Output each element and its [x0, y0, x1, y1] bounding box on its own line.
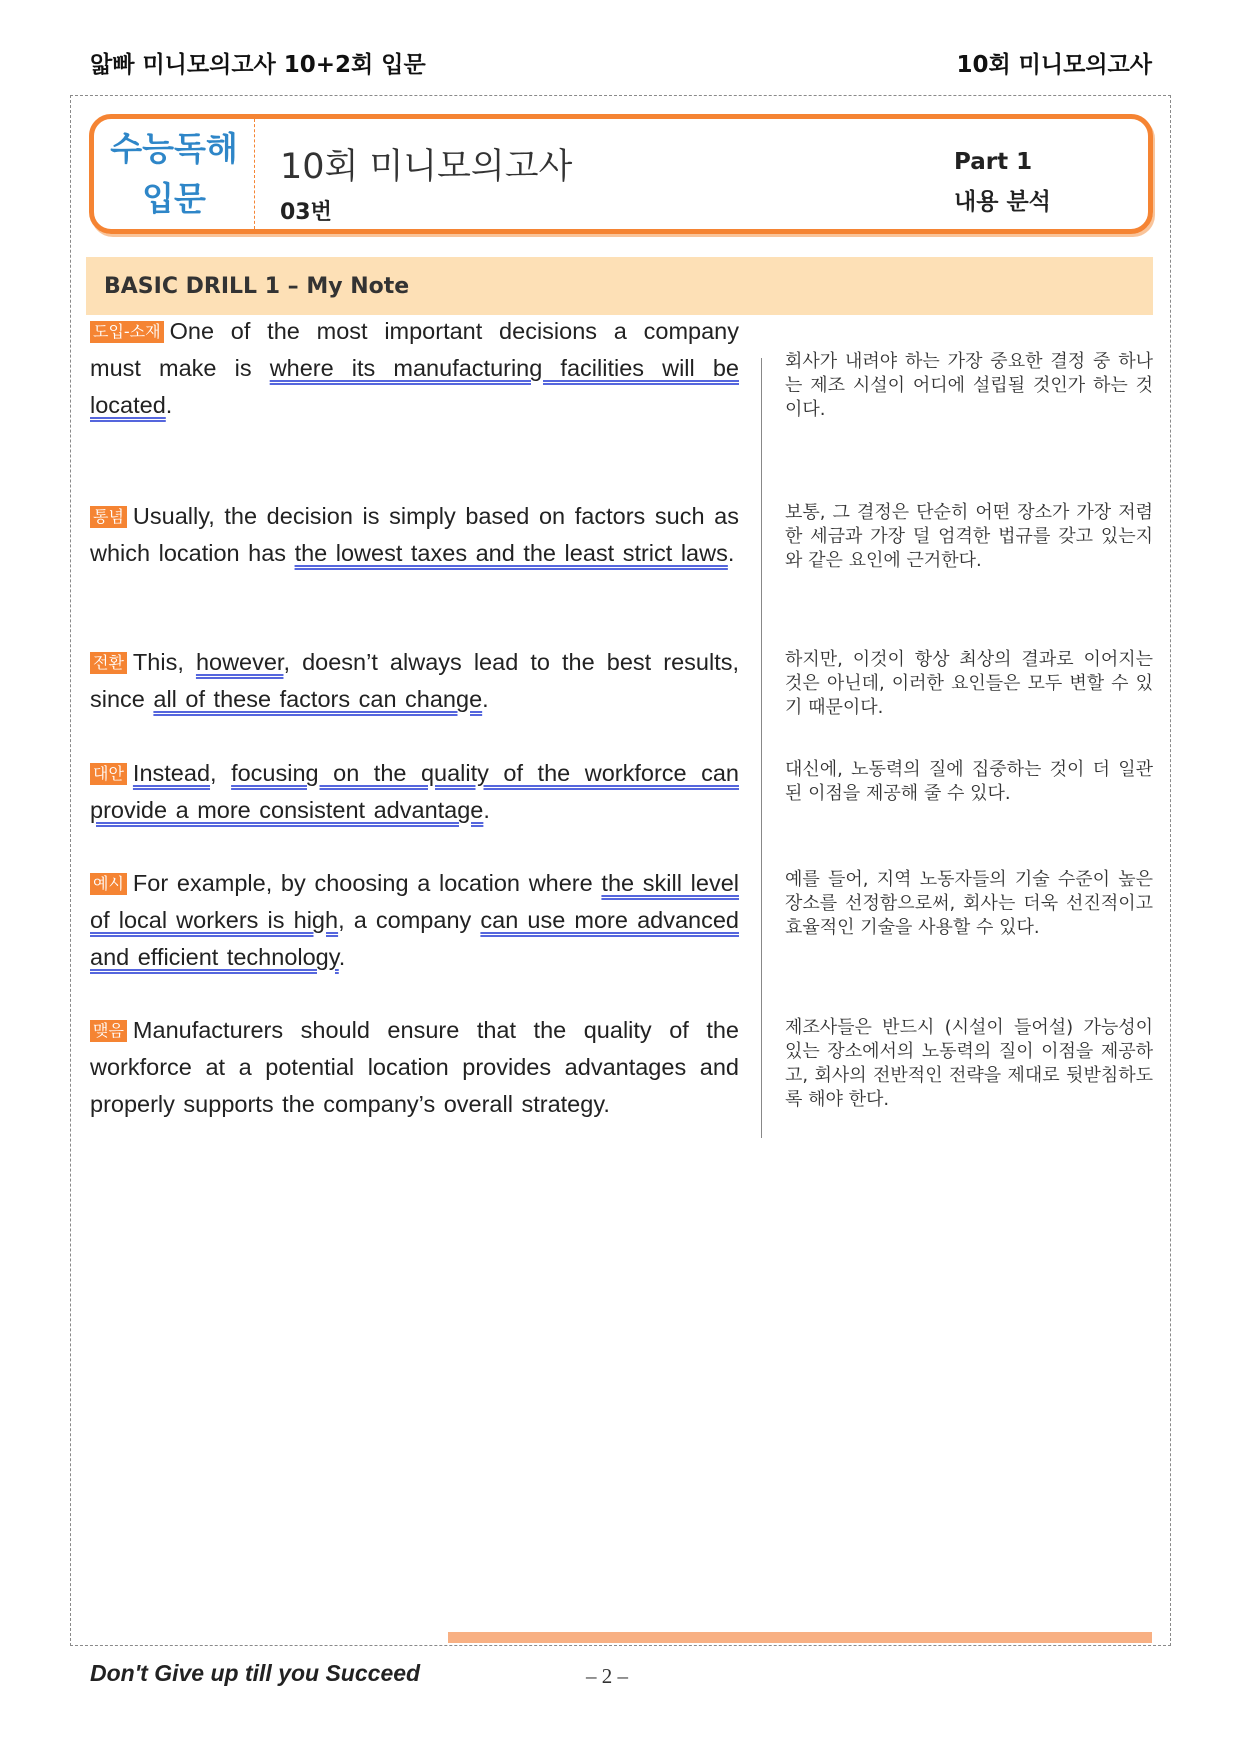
sentence-text: . [165, 392, 173, 418]
drill-heading [86, 257, 1153, 315]
footer-motto: Don't Give up till you Succeed [90, 1660, 421, 1686]
sentence-text: Usually, the decision is simply based on factors such as which location has [90, 503, 739, 566]
sentence-text: For example, by choosing a location where [132, 870, 602, 896]
page-number: – 2 – [586, 1664, 628, 1688]
underlined-phrase: where its manufacturing facilities will be located [90, 355, 739, 418]
english-sentence-3 [90, 644, 739, 718]
sentence-text: . [483, 797, 490, 823]
sentence-text: Manufacturers should ensure that the quality of the workforce at a potential location provides advantages and properly supports the company’s overall strategy. [90, 1017, 739, 1117]
korean-translation-6: 제조사들은 반드시 (시설이 들어설) 가능성이 있는 장소에서의 노동력의 질이 이점을 제공하고, 회사의 전반적인 전략을 제대로 뒷받침하도록 해야 한다. [785, 1017, 1153, 1110]
sentence-text: One of the most important decisions a company must make is [90, 318, 739, 381]
english-sentence-6 [90, 1012, 739, 1123]
drill-title: BASIC DRILL 1 – My Note [104, 273, 410, 299]
underlined-phrase: however [195, 649, 284, 675]
sentence-text: . [338, 944, 346, 970]
test-title: 10회 미니모의고사 [280, 147, 573, 187]
role-tag: 통념 [90, 506, 127, 528]
underlined-phrase: the skill level of local workers is high [90, 870, 739, 933]
role-tag: 전환 [90, 652, 127, 674]
underlined-phrase: the lowest taxes and the least strict laws [294, 540, 728, 566]
sentence-text: This, [132, 649, 196, 675]
sentence-text: . [727, 540, 735, 566]
sentence-text: , [210, 760, 232, 786]
underlined-phrase: all of these factors can change [153, 686, 483, 712]
role-tag: 대안 [90, 763, 127, 785]
english-sentence-2 [90, 498, 739, 572]
course-label-line1: 수능독해 [110, 129, 238, 168]
role-tag: 맺음 [90, 1020, 127, 1042]
sentence-text: , a company [338, 907, 481, 933]
part-label: Part 1 [954, 149, 1033, 175]
title-box [89, 114, 1153, 234]
underlined-phrase: focusing on the quality of the workforce can provide a more consistent advantage [90, 760, 739, 823]
underlined-phrase: can use more advanced and efficient technology [90, 907, 739, 970]
section-subtitle: 내용 분석 [954, 189, 1051, 215]
korean-translation-1: 회사가 내려야 하는 가장 중요한 결정 중 하나는 제조 시설이 어디에 설립될 것인가 하는 것이다. [785, 351, 1153, 420]
korean-translation-4: 대신에, 노동력의 질에 집중하는 것이 더 일관된 이점을 제공해 줄 수 있다. [785, 759, 1153, 804]
course-label [94, 119, 255, 229]
sentence-text: . [482, 686, 489, 712]
header-series-title: 앏빠 미니모의고사 10+2회 입문 [90, 52, 426, 78]
course-label-line2: 입문 [142, 179, 206, 218]
column-divider [761, 358, 762, 1138]
sentence-text: , doesn’t always lead to the best results, since [90, 649, 739, 712]
english-sentence-1 [90, 313, 739, 424]
english-sentence-4 [90, 755, 739, 829]
korean-translation-5: 예를 들어, 지역 노동자들의 기술 수준이 높은 장소를 선정함으로써, 회사는 더욱 선진적이고 효율적인 기술을 사용할 수 있다. [785, 869, 1153, 938]
role-tag: 도입-소재 [90, 321, 164, 343]
korean-translation-3: 하지만, 이것이 항상 최상의 결과로 이어지는 것은 아닌데, 이러한 요인들은 모두 변할 수 있기 때문이다. [785, 649, 1153, 718]
header-test-title: 10회 미니모의고사 [956, 52, 1152, 78]
english-sentence-5 [90, 865, 739, 976]
question-number: 03번 [280, 200, 332, 225]
underlined-phrase: Instead [132, 760, 211, 786]
korean-translation-2: 보통, 그 결정은 단순히 어떤 장소가 가장 저렴한 세금과 가장 덜 엄격한 법규를 갖고 있는지와 같은 요인에 근거한다. [785, 502, 1153, 571]
footer-accent-bar [448, 1632, 1152, 1643]
role-tag: 예시 [90, 873, 127, 895]
